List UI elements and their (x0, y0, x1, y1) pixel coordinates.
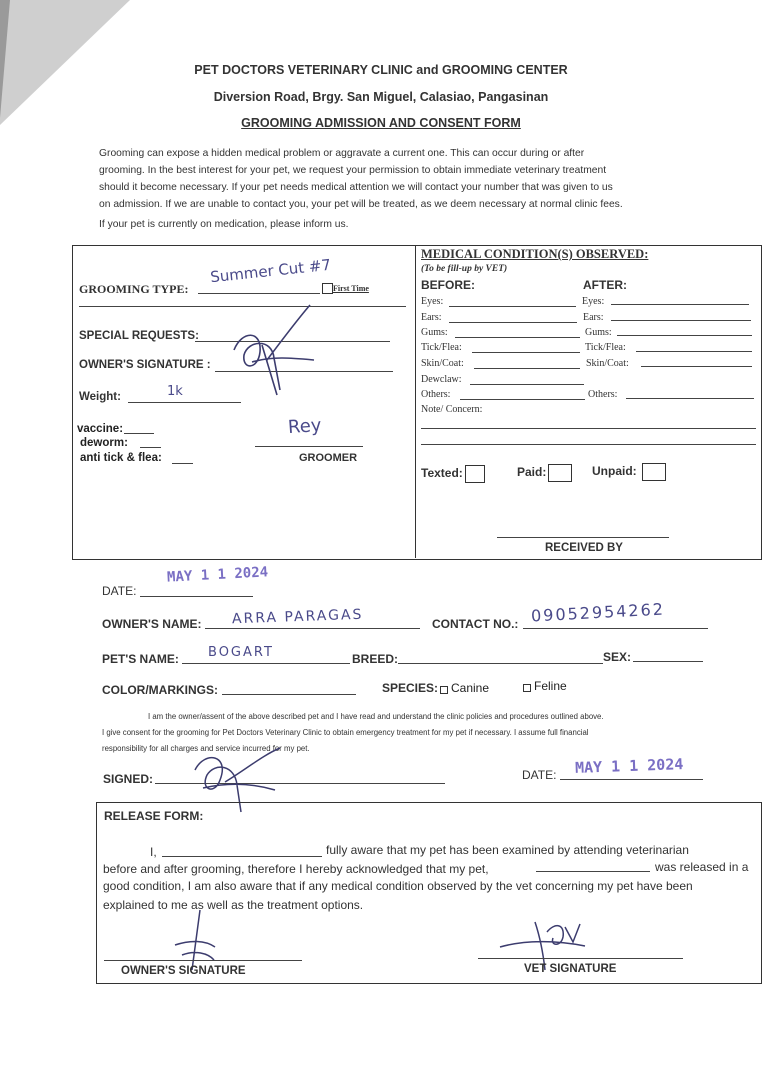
owner-signature-scribble (222, 300, 317, 400)
groomer-label: GROOMER (299, 452, 358, 464)
grooming-type-label: GROOMING TYPE: (79, 282, 189, 296)
vaccine-line[interactable] (124, 433, 154, 434)
pet-name-label: PET'S NAME: (102, 652, 179, 666)
contact-value[interactable]: 09052954262 (530, 599, 666, 626)
release-line-1: fully aware that my pet has been examined by attending veterinarian (326, 843, 689, 857)
owner-signature-label: OWNER'S SIGNATURE : (79, 359, 211, 371)
consent-date-stamp: MAY 1 1 2024 (574, 755, 684, 777)
special-requests-label: SPECIAL REQUESTS: (79, 330, 199, 342)
release-line-2b: was released in a (655, 860, 749, 874)
contact-label: CONTACT NO.: (432, 617, 519, 631)
before-others-line[interactable] (460, 399, 585, 400)
consent-line-1: I am the owner/assent of the above described pet and I have read and understand the clinic policies and procedures outlined above. (148, 712, 604, 721)
before-skincoat-line[interactable] (474, 368, 580, 369)
before-gums-label: Gums: (421, 327, 448, 338)
species-label: SPECIES: (382, 681, 439, 695)
sex-label: SEX: (603, 650, 632, 664)
note-line-2[interactable] (421, 444, 756, 445)
before-dewclaw-label: Dewclaw: (421, 374, 462, 385)
canine-checkbox[interactable] (440, 686, 448, 694)
before-label: BEFORE: (421, 278, 475, 292)
release-line-3: good condition, I am also aware that if any medical condition observed by the vet concerning my pet have been (103, 879, 693, 893)
vet-signature-line[interactable] (478, 958, 683, 959)
after-gums-line[interactable] (617, 335, 752, 336)
medical-title: MEDICAL CONDITION(S) OBSERVED: (421, 247, 649, 261)
before-ears-label: Ears: (421, 312, 442, 323)
release-title: RELEASE FORM: (104, 809, 204, 823)
after-skincoat-label: Skin/Coat: (586, 358, 629, 369)
after-eyes-line[interactable] (611, 304, 749, 305)
clinic-name: PET DOCTORS VETERINARY CLINIC and GROOMING CENTER (194, 63, 568, 77)
consent-line-3: responsibility for all charges and service incurred for my pet. (102, 744, 310, 753)
owner-name-value[interactable]: ARRA PARAGAS (231, 606, 364, 628)
after-others-line[interactable] (626, 398, 754, 399)
texted-checkbox[interactable] (465, 465, 485, 483)
texted-text: Texted: (421, 466, 463, 481)
after-gums-label: Gums: (585, 327, 612, 338)
grooming-type-value[interactable]: Summer Cut #7 (209, 255, 332, 287)
first-time-label: First Time (333, 284, 369, 293)
deworm-line[interactable] (140, 447, 161, 448)
owner-name-line[interactable] (205, 628, 420, 629)
weight-label: Weight: (79, 391, 121, 403)
breed-label: BREED: (352, 652, 399, 666)
after-tickflea-line[interactable] (636, 351, 752, 352)
intro-line-1: Grooming can expose a hidden medical problem or aggravate a current one. This can occur during or after (99, 148, 585, 159)
date-stamp: MAY 1 1 2024 (166, 564, 269, 586)
texted-label (421, 465, 485, 483)
weight-value[interactable]: 1k (167, 384, 183, 399)
unpaid-checkbox[interactable] (642, 463, 666, 481)
owner-name-label: OWNER'S NAME: (102, 617, 202, 631)
color-markings-line[interactable] (222, 694, 356, 695)
before-dewclaw-line[interactable] (470, 384, 584, 385)
release-owner-signature-line[interactable] (104, 960, 302, 961)
consent-date-line[interactable] (560, 779, 703, 780)
deworm-label: deworm: (80, 437, 128, 449)
signed-label: SIGNED: (103, 772, 154, 786)
before-eyes-label: Eyes: (421, 296, 444, 307)
before-others-label: Others: (421, 389, 451, 400)
feline-label: Feline (534, 679, 567, 693)
before-tickflea-line[interactable] (472, 352, 580, 353)
before-eyes-line[interactable] (449, 306, 576, 307)
note-line-1[interactable] (421, 428, 756, 429)
clinic-address: Diversion Road, Brgy. San Miguel, Calasiao, Pangasinan (213, 90, 549, 104)
antitick-line[interactable] (172, 463, 193, 464)
date-line[interactable] (140, 596, 253, 597)
received-by-line[interactable] (497, 537, 669, 538)
intro-line-3: should it become necessary. If your pet needs medical attention we will contact your number that was given to us (99, 182, 613, 193)
weight-line[interactable] (128, 402, 241, 403)
intro-line-5: If your pet is currently on medication, please inform us. (99, 219, 349, 230)
breed-line[interactable] (398, 663, 603, 664)
before-skincoat-label: Skin/Coat: (421, 358, 464, 369)
unpaid-label (592, 463, 666, 481)
consent-date-label: DATE: (522, 768, 557, 782)
release-pet-line[interactable] (536, 871, 650, 872)
groomer-name-value[interactable]: Rey (287, 414, 323, 439)
feline-checkbox[interactable] (523, 684, 531, 692)
intro-line-2: grooming. In the best interest for your pet, we request your permission to obtain immediate veterinary treatment (99, 165, 607, 176)
note-concern-label: Note/ Concern: (421, 404, 483, 415)
after-eyes-label: Eyes: (582, 296, 605, 307)
first-time-checkbox[interactable] (322, 283, 333, 294)
vet-signature-label: VET SIGNATURE (524, 963, 617, 975)
release-line-2a: before and after grooming, therefore I hereby acknowledged that my pet, (103, 862, 489, 876)
color-markings-label: COLOR/MARKINGS: (102, 683, 218, 697)
groomer-line (255, 446, 363, 447)
sex-line[interactable] (633, 661, 703, 662)
after-ears-line[interactable] (611, 320, 751, 321)
paid-label (517, 464, 572, 482)
release-owner-signature-label: OWNER'S SIGNATURE (121, 965, 246, 977)
consent-line-2: I give consent for the grooming for Pet Doctors Veterinary Clinic to obtain emergency treatment for my pet if necessary. I assume full financial (102, 728, 589, 737)
intro-line-4: on admission. If we are unable to contact you, your pet will be treated, as we deem necessary at normal clinic fees. (99, 199, 623, 210)
release-name-line[interactable] (162, 856, 322, 857)
release-i: I, (150, 845, 157, 859)
after-skincoat-line[interactable] (641, 366, 752, 367)
paid-text: Paid: (517, 465, 547, 480)
paid-checkbox[interactable] (548, 464, 572, 482)
pet-name-line[interactable] (182, 663, 350, 664)
unpaid-text: Unpaid: (592, 464, 637, 479)
after-tickflea-label: Tick/Flea: (585, 342, 626, 353)
contact-line[interactable] (523, 628, 708, 629)
box-divider (415, 245, 416, 558)
after-label: AFTER: (583, 278, 627, 292)
before-ears-line[interactable] (449, 322, 577, 323)
before-gums-line[interactable] (455, 337, 580, 338)
grooming-type-line (198, 293, 320, 294)
date-label: DATE: (102, 584, 137, 598)
form-title: GROOMING ADMISSION AND CONSENT FORM (241, 116, 521, 130)
antitick-label: anti tick & flea: (80, 452, 162, 464)
vaccine-label: vaccine: (77, 423, 124, 435)
before-tickflea-label: Tick/Flea: (421, 342, 462, 353)
medical-subtitle: (To be fill-up by VET) (421, 264, 508, 274)
received-by-label: RECEIVED BY (545, 542, 623, 554)
after-others-label: Others: (588, 389, 618, 400)
release-line-4: explained to me as well as the treatment options. (103, 898, 364, 912)
canine-label: Canine (451, 681, 490, 695)
after-ears-label: Ears: (583, 312, 604, 323)
pet-name-value[interactable]: BOGART (208, 645, 274, 660)
